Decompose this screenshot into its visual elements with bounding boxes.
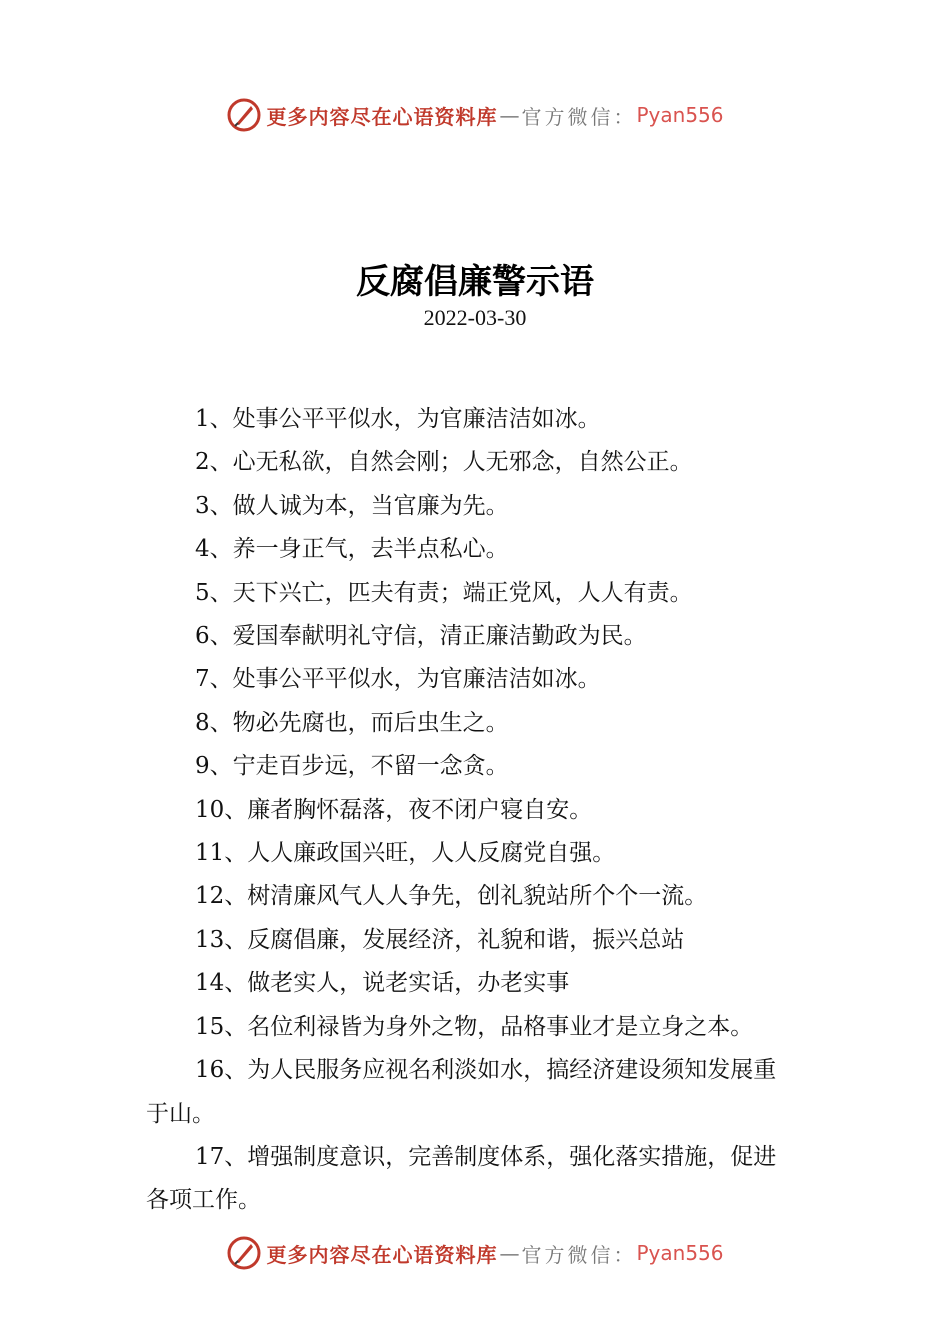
list-item: 10、廉者胸怀磊落，夜不闭户寝自安。 <box>195 796 593 823</box>
list-item: 2、心无私欲，自然会刚；人无邪念，自然公正。 <box>195 449 693 476</box>
quill-logo-icon <box>226 1235 262 1271</box>
list-item: 5、天下兴亡，匹夫有责；端正党风，人人有责。 <box>195 579 693 606</box>
watermark-separator: — <box>499 1241 520 1265</box>
watermark-prefix: 更多内容尽在心语资料库 <box>266 104 498 129</box>
list-item: 11、人人廉政国兴旺，人人反腐党自强。 <box>195 840 616 867</box>
list-item: 17、增强制度意识，完善制度体系，强化落实措施，促进各项工作。 <box>146 1143 777 1214</box>
quill-logo-icon <box>226 97 262 133</box>
list-item: 1、处事公平平似水，为官廉洁洁如冰。 <box>195 406 601 432</box>
list-item: 4、养一身正气，去半点私心。 <box>195 536 509 563</box>
list-item: 7、处事公平平似水，为官廉洁洁如冰。 <box>195 666 601 693</box>
watermark-prefix: 更多内容尽在心语资料库 <box>266 1242 498 1267</box>
list-item: 16、为人民服务应视名利淡如水，搞经济建设须知发展重于山。 <box>146 1057 777 1127</box>
watermark-wechat-id: Pyan556 <box>636 103 724 127</box>
list-item: 3、做人诚为本，当官廉为先。 <box>195 492 509 519</box>
list-item: 14、做老实人，说老实话，办老实事 <box>195 970 570 997</box>
watermark-wechat-id: Pyan556 <box>636 1241 724 1265</box>
document-date: 2022-03-30 <box>423 305 527 330</box>
list-item: 6、爱国奉献明礼守信，清正廉洁勤政为民。 <box>195 623 647 650</box>
watermark-wechat-label: 官方微信： <box>521 1242 637 1267</box>
list-item: 9、宁走百步远，不留一念贪。 <box>195 753 509 780</box>
document-title: 反腐倡廉警示语 <box>356 262 594 302</box>
list-item: 8、物必先腐也，而后虫生之。 <box>195 709 509 736</box>
list-item: 12、树清廉风气人人争先，创礼貌站所个个一流。 <box>195 883 708 910</box>
footer-watermark <box>0 1233 950 1273</box>
watermark-separator: — <box>499 103 520 127</box>
list-item: 15、名位利禄皆为身外之物，品格事业才是立身之本。 <box>195 1013 754 1040</box>
header-watermark <box>0 95 950 135</box>
slogan-list <box>146 398 794 1223</box>
list-item: 13、反腐倡廉，发展经济，礼貌和谐，振兴总站 <box>195 926 685 953</box>
watermark-wechat-label: 官方微信： <box>521 104 637 129</box>
